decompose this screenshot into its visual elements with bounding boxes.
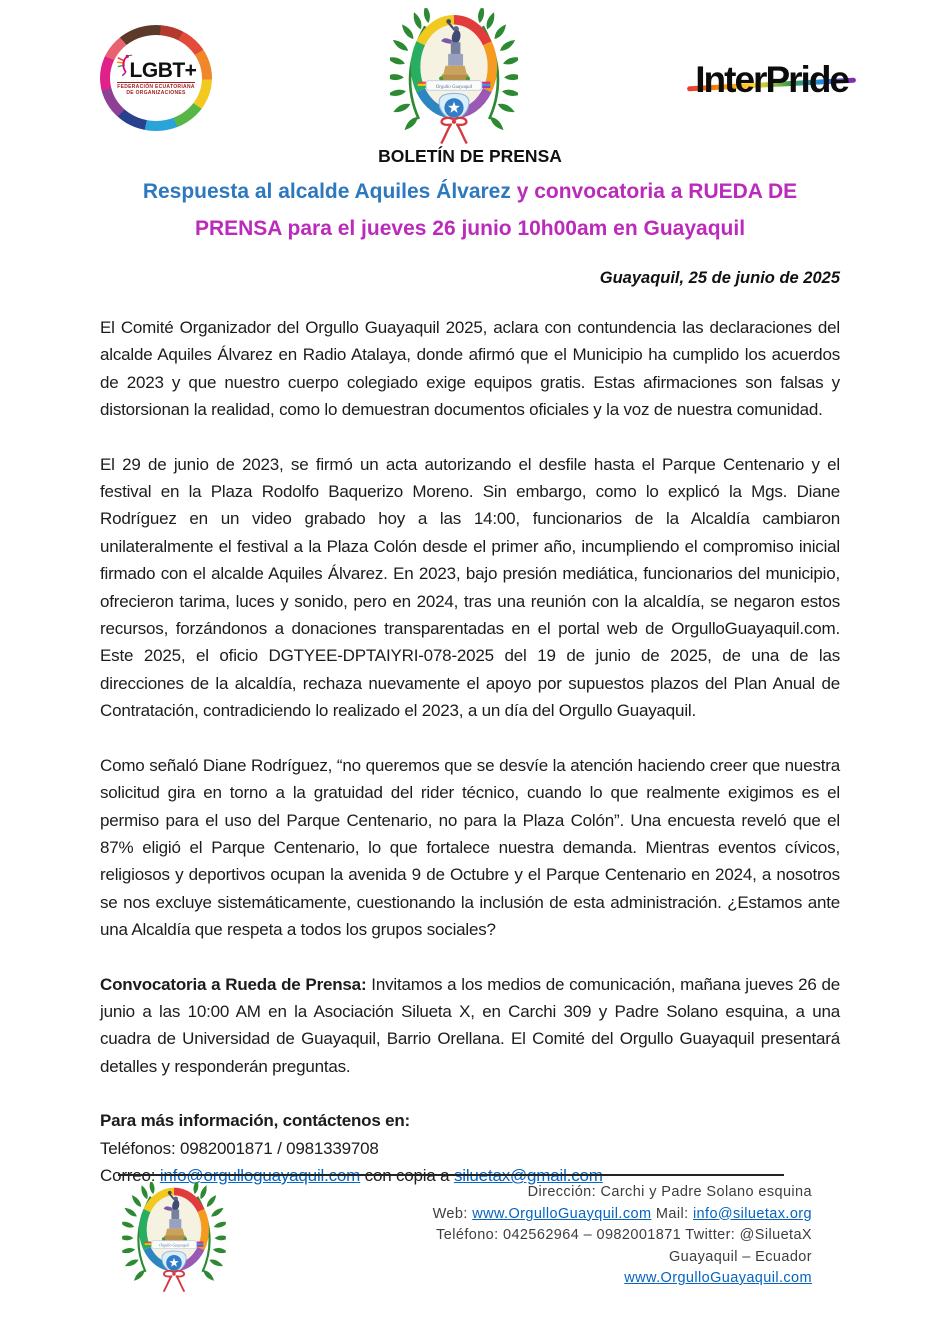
headline xyxy=(80,173,860,247)
document-body xyxy=(100,314,840,1189)
footer-contact-info xyxy=(226,1182,940,1290)
footer-web-mail-line xyxy=(226,1204,812,1226)
interpride-logo xyxy=(695,59,848,101)
footer-web-label: Web: xyxy=(432,1205,473,1222)
logo-row xyxy=(0,0,940,140)
lgbt-logo-wordmark: LGBT+ xyxy=(129,58,197,82)
headline-blue-part: Respuesta al alcalde Aquiles Álvarez xyxy=(142,180,511,203)
lgbt-logo-subtext-line1: FEDERACIÓN ECUATORIANA xyxy=(117,83,195,90)
footer-mail-label: Mail: xyxy=(651,1205,693,1222)
dateline: Guayaquil, 25 de junio de 2025 xyxy=(599,269,840,287)
lgbt-federation-logo-icon xyxy=(100,25,212,131)
footer-site-line xyxy=(226,1268,812,1290)
con-copia-text: con copia a xyxy=(360,1165,454,1185)
footer-city: Guayaquil – Ecuador xyxy=(668,1248,812,1265)
paragraph-2: El 29 de junio de 2023, se firmó un acta autorizando el desfile hasta el Parque Centenario y el festival en la Plaza Rodolfo Baquerizo Moreno. Sin embargo, como lo explicó la Mgs. Diane Rodríguez en un video grabado hoy a las 14:00, funcionarios de la Alcaldía cambiaron unilateralmente el festival a la Plaza Colón desde el primer año, incumpliendo el compromiso inicial firmado con el alcalde Aquiles Álvarez. En 2023, bajo presión mediática, funcionarios del municipio, ofrecieron tarima, luces y sonido, pero en 2024, tras una reunión con la alcaldía, se negaron estos recursos, forzándonos a donaciones transparentadas en el portal web de OrgulloGuayaquil.com. Este 2025, el oficio DGTYEE-DPTAIYRI-078-2025 del 19 de junio de 2025, de una de las direcciones de la alcaldía, rechaza nuevamente el apoyo por supuestos plazos del Plan Anual de Contratación, contradiciendo lo realizado el 2023, a un día del Orgullo Guayaquil. xyxy=(100,454,840,721)
contact-phones: Teléfonos: 0982001871 / 0981339708 xyxy=(100,1138,379,1158)
paragraph-convocatoria xyxy=(100,971,840,1081)
footer-phone-twitter: Teléfono: 042562964 – 0982001871 Twitter: @SiluetaX xyxy=(436,1227,812,1243)
footer-mail-link[interactable]: info@siluetax.org xyxy=(692,1205,812,1222)
footer xyxy=(0,1174,940,1301)
paragraph-1: El Comité Organizador del Orgullo Guayaquil 2025, aclara con contundencia las declaraciones del alcalde Aquiles Álvarez en Radio Atalaya, donde afirmó que el Municipio ha cumplido los acuerdos de 2023 y que nuestro cuerpo colegiado exige equipos gratis. Estas afirmaciones son falsas y distorsionan la realidad, como lo demuestran documentos oficiales y la voz de nuestra comunidad. xyxy=(100,318,840,420)
email-link-siluetax[interactable]: siluetax@gmail.com xyxy=(453,1165,603,1185)
press-bulletin-title: BOLETÍN DE PRENSA xyxy=(378,146,562,166)
paragraph-3: Como señaló Diane Rodríguez, “no queremos que se desvíe la atención haciendo creer que nuestra solicitud gira en torno a la gratuidad del rider técnico, cuando lo que realmente exigimos es el permiso para el uso del Parque Centenario, no para la Plaza Colón”. Una encuesta reveló que el 87% eligió el Parque Centenario, lo que fortalece nuestra demanda. Mientras eventos cívicos, religiosos y deportivos ocupan la avenida 9 de Octubre y el Parque Centenario en 2024, a nosotros se nos excluye sistemáticamente, cuestionando la inclusión de esta administración. ¿Estamos ante una Alcaldía que respeta a todos los grupos sociales? xyxy=(100,755,840,940)
footer-orgullo-guayaquil-emblem-icon xyxy=(122,1182,226,1296)
convocatoria-text: Invitamos a los medios de comunicación, mañana jueves 26 de junio a las 10:00 AM en la Asociación Silueta X, en Carchi 309 y Padre Solano esquina, a una cuadra de Universidad de Guayaquil, Barrio Orellana. El Comité del Orgullo Guayaquil presentará detalles y responderán preguntas. xyxy=(100,974,841,1076)
interpride-wordmark: InterPride xyxy=(695,59,848,100)
headline-magenta-part-line2: PRENSA para el jueves 26 junio 10h00am en Guayaquil xyxy=(194,217,746,240)
footer-address: Dirección: Carchi y Padre Solano esquina xyxy=(527,1184,812,1200)
lgbt-logo-subtext-line2: DE ORGANIZACIONES xyxy=(126,89,186,96)
footer-web-link[interactable]: www.OrgulloGuayquil.com xyxy=(472,1205,652,1222)
correo-label: Correo: xyxy=(100,1165,160,1185)
convocatoria-lead: Convocatoria a Rueda de Prensa: xyxy=(100,974,367,994)
orgullo-guayaquil-emblem-icon xyxy=(390,8,518,149)
footer-divider xyxy=(118,1174,784,1176)
footer-site-link[interactable]: www.OrgulloGuayaquil.com xyxy=(624,1270,812,1286)
email-link-orgulloguayaquil[interactable]: info@orgulloguayaquil.com xyxy=(159,1165,361,1185)
contact-heading: Para más información, contáctenos en: xyxy=(100,1111,411,1131)
headline-magenta-part-line1: y convocatoria a RUEDA DE xyxy=(510,180,798,203)
